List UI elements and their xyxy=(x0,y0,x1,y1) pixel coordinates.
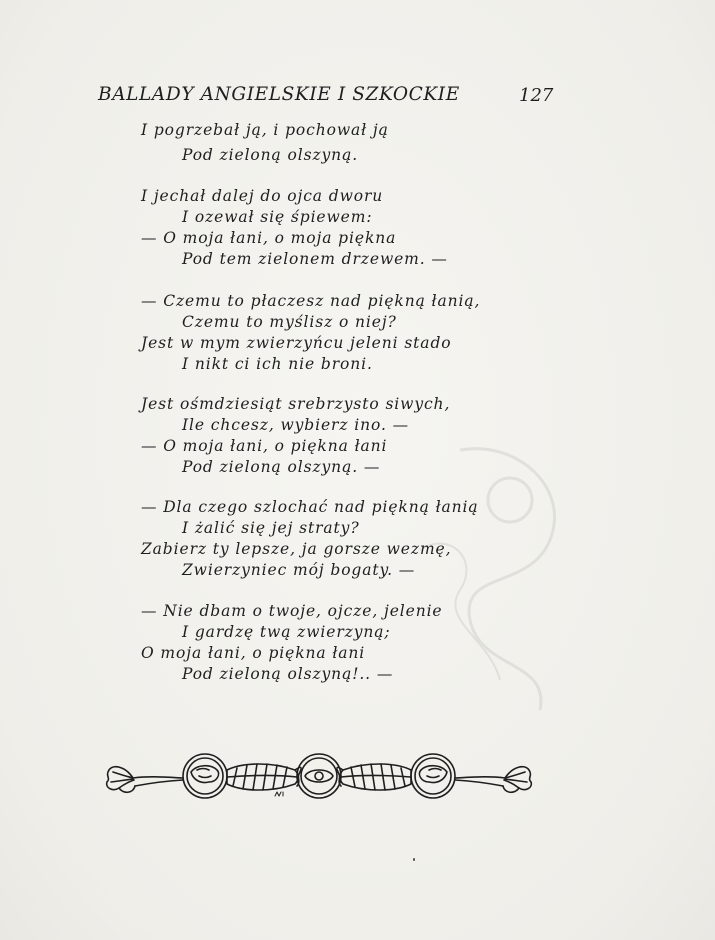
page-number: 127 xyxy=(519,85,554,106)
poem-line: I ozewał się śpiewem: xyxy=(182,208,373,226)
poem-line: O moja łani, o piękna łani xyxy=(141,644,366,662)
poem-line: — Nie dbam o twoje, ojcze, jelenie xyxy=(141,602,443,620)
paper-speck xyxy=(413,858,415,861)
poem-line: — O moja łani, o moja piękna xyxy=(141,229,397,247)
poem-line: Ile chcesz, wybierz ino. — xyxy=(182,416,410,434)
poem-line: — O moja łani, o piękna łani xyxy=(141,437,388,455)
poem-line: Zwierzyniec mój bogaty. — xyxy=(182,561,416,579)
bleed-through-watermark xyxy=(400,430,580,730)
decorative-tailpiece-icon xyxy=(103,748,535,808)
poem-line: Pod zieloną olszyną. xyxy=(182,146,359,164)
poem-line: — Czemu to płaczesz nad piękną łanią, xyxy=(141,292,481,310)
running-title: BALLADY ANGIELSKIE I SZKOCKIE xyxy=(98,84,460,105)
poem-line: I jechał dalej do ojca dworu xyxy=(141,187,384,205)
poem-line: Pod zieloną olszyną!.. — xyxy=(182,665,394,683)
poem-line: Jest ośmdziesiąt srebrzysto siwych, xyxy=(141,395,451,413)
poem-line: Czemu to myślisz o niej? xyxy=(182,313,397,331)
poem-line: — Dla czego szlochać nad piękną łanią xyxy=(141,498,479,516)
poem-line: Pod zieloną olszyną. — xyxy=(182,458,381,476)
poem-line: Zabierz ty lepsze, ja gorsze wezmę, xyxy=(141,540,452,558)
poem-line: I nikt ci ich nie broni. xyxy=(182,355,373,373)
poem-line: I pogrzebał ją, i pochował ją xyxy=(141,121,389,139)
poem-line: Jest w mym zwierzyńcu jeleni stado xyxy=(141,334,452,352)
poem-line: I żalić się jej straty? xyxy=(182,519,360,537)
poem-line: I gardzę twą zwierzyną; xyxy=(182,623,391,641)
poem-line: Pod tem zielonem drzewem. — xyxy=(182,250,448,268)
